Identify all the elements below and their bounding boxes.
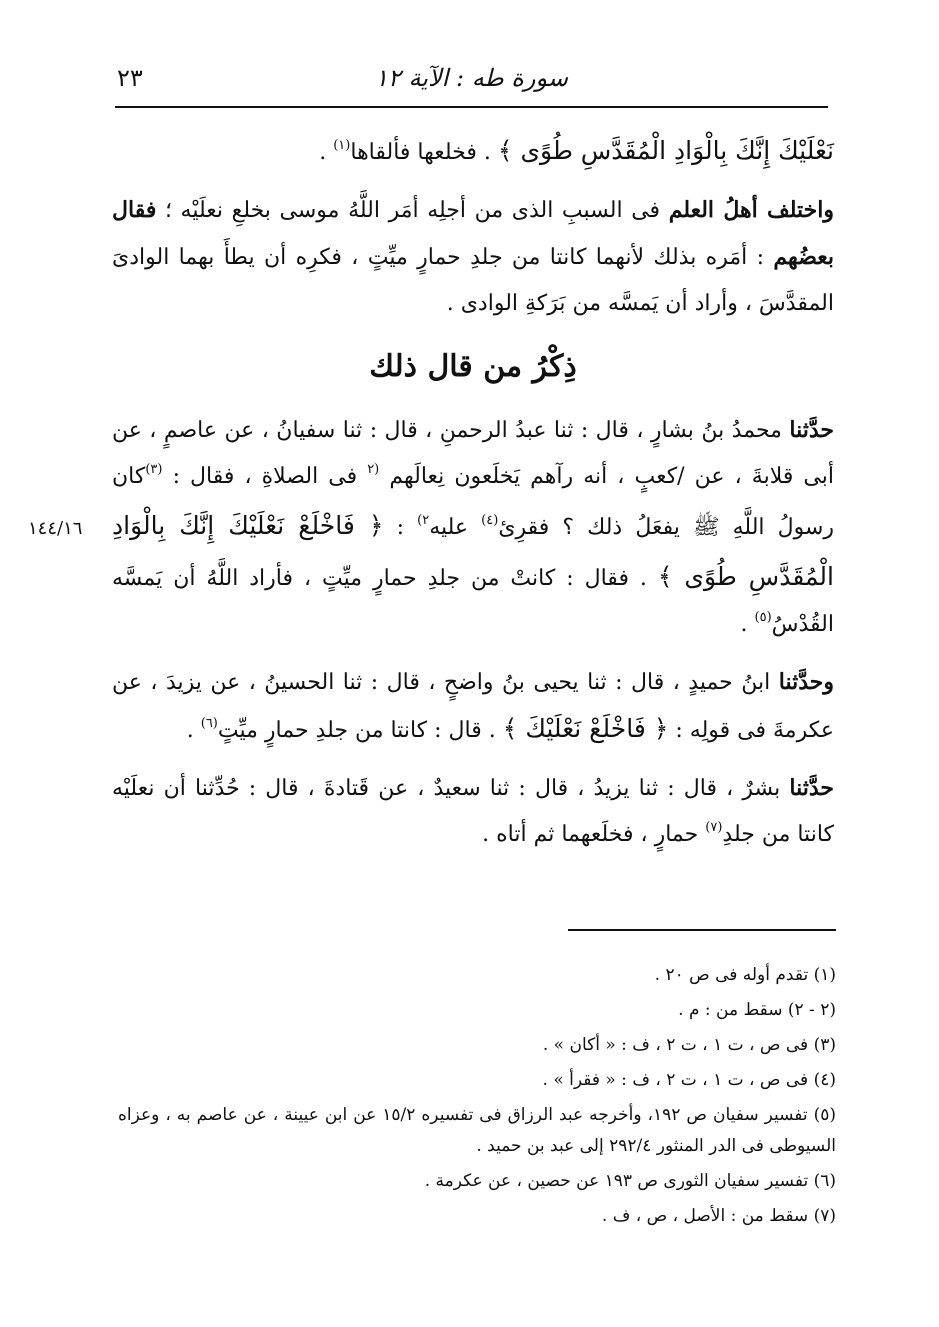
footnote-4: (٤) فى ص ، ت ١ ، ت ٢ ، ف : « فقرأ » . (542, 1070, 836, 1090)
footnote-7: (٧) سقط من : الأصل ، ص ، ف . (601, 1206, 836, 1226)
quran-verse: ﴿ فَاخْلَعْ نَعْلَيْكَ ﴾ (502, 714, 669, 743)
text: . قال : كانتا من جلدِ حمارٍ ميِّتٍ (217, 718, 496, 743)
footnote-6: (٦) تفسير سفيان الثورى ص ١٩٣ عن حصين ، عن عكرمة . (424, 1171, 836, 1191)
text: عليه (429, 515, 469, 540)
main-text (112, 128, 834, 869)
paragraph-2 (112, 187, 834, 327)
footnote-2: (٢ - ٢) سقط من : م . (678, 1000, 836, 1020)
footnotes (118, 960, 836, 1236)
text: كان (112, 464, 146, 489)
footnote-marker: (٧) (705, 820, 723, 835)
text: . فقال : كانتْ من جلدِ حمارٍ ميِّتٍ ، فأراد اللَّهُ أن يَمسَّه القُدْسُ (112, 566, 834, 637)
text: فى السببِ الذى من أجلِه أمَر اللَّهُ موسى بخلعِ نعلَيْه ؛ (164, 198, 661, 223)
text: : أمَره بذلك لأنهما كانتا من جلدِ حمارٍ ميِّتٍ ، فكرِه أن يطأَ بهما الوادىَ المقدَّسَ ، وأراد أن يَمسَّه من بَرَكةِ الوادى . (112, 245, 834, 316)
running-header (115, 62, 828, 102)
text: . (186, 718, 194, 743)
header-divider (115, 106, 828, 108)
footnote-1: (١) تقدم أوله فى ص ٢٠ . (654, 965, 836, 985)
paragraph-3 (112, 407, 834, 651)
footnote-marker: (٣) (145, 462, 163, 477)
lead-phrase: واختلف أهلُ العلم (668, 197, 834, 223)
footnote-5: (٥) تفسير سفيان ص ١٩٢، وأخرجه عبد الرزاق فى تفسيره ١٥/٢ عن ابن عيينة ، عن عاصم به ، وعزاه السيوطى فى الدر المنثور ٢٩٢/٤ إلى عبد بن حميد . (118, 1105, 836, 1156)
text: رسولُ اللَّهِ ﷺ يفعَلُ ذلك ؟ فقرِئ (498, 515, 835, 540)
bold-phrase: فقال بعضُهم (112, 197, 835, 270)
footnote-divider (568, 929, 836, 931)
footnote-3: (٣) فى ص ، ت ١ ، ت ٢ ، ف : « أكان » . (542, 1035, 836, 1055)
lead-phrase: وحدَّثنا (778, 669, 834, 695)
footnote-marker: ٢) (417, 513, 430, 528)
footnote-marker: (٤) (481, 513, 499, 528)
text: ابنُ حميدٍ ، قال : ثنا يحيى بنُ واضحٍ ، قال : ثنا الحسينُ ، عن يزيدَ ، عن عكرمةَ فى قولِه : (112, 670, 834, 743)
text: محمدُ بنُ بشارٍ ، قال : ثنا عبدُ الرحمنِ ، قال : ثنا سفيانُ ، عن عاصمٍ ، عن أبى قلابةَ ، عن /كعبٍ ، أنه رآهم يَخلَعون نِعالَهم (112, 418, 834, 489)
footnote-marker: (١) (333, 138, 351, 153)
page-number: ٢٣ (117, 64, 143, 92)
text: . (319, 140, 334, 165)
section-heading: ذِكْرُ من قال ذلك (369, 349, 577, 384)
paragraph-4 (112, 659, 834, 757)
lead-phrase: حدَّثنا (789, 417, 834, 443)
text: . فخلعها فألقاها (350, 140, 491, 165)
text: بشرٌ ، قال : ثنا يزيدُ ، قال : ثنا سعيدٌ ، عن قَتادةَ ، قال : حُدِّثنا أن نعلَيْه كانتا من جلدِ (112, 776, 834, 847)
footnote-marker: (٢ (367, 462, 380, 477)
paragraph-1 (112, 128, 834, 179)
margin-reference: ١٤٤/١٦ (28, 518, 83, 539)
text: فى الصلاةِ ، فقال : (172, 464, 358, 489)
paragraph-5 (112, 765, 834, 861)
footnote-marker: (٥) (754, 610, 772, 625)
text: حمارٍ ، فخلَعهما ثم أتاه . (482, 822, 699, 847)
footnote-marker: (٦) (200, 716, 218, 731)
quran-verse: ﴿ فَاخْلَعْ نَعْلَيْكَ إِنَّكَ بِالْوَادِ الْمُقَدَّسِ طُوًى ﴾ (112, 511, 834, 591)
surah-title: سورة طه : الآية ١٢ (375, 64, 568, 92)
quran-verse: نَعْلَيْكَ إِنَّكَ بِالْوَادِ الْمُقَدَّسِ طُوًى ﴾ (497, 136, 834, 165)
lead-phrase: حدَّثنا (789, 775, 834, 801)
text: . (740, 612, 748, 637)
text: : (396, 515, 405, 540)
